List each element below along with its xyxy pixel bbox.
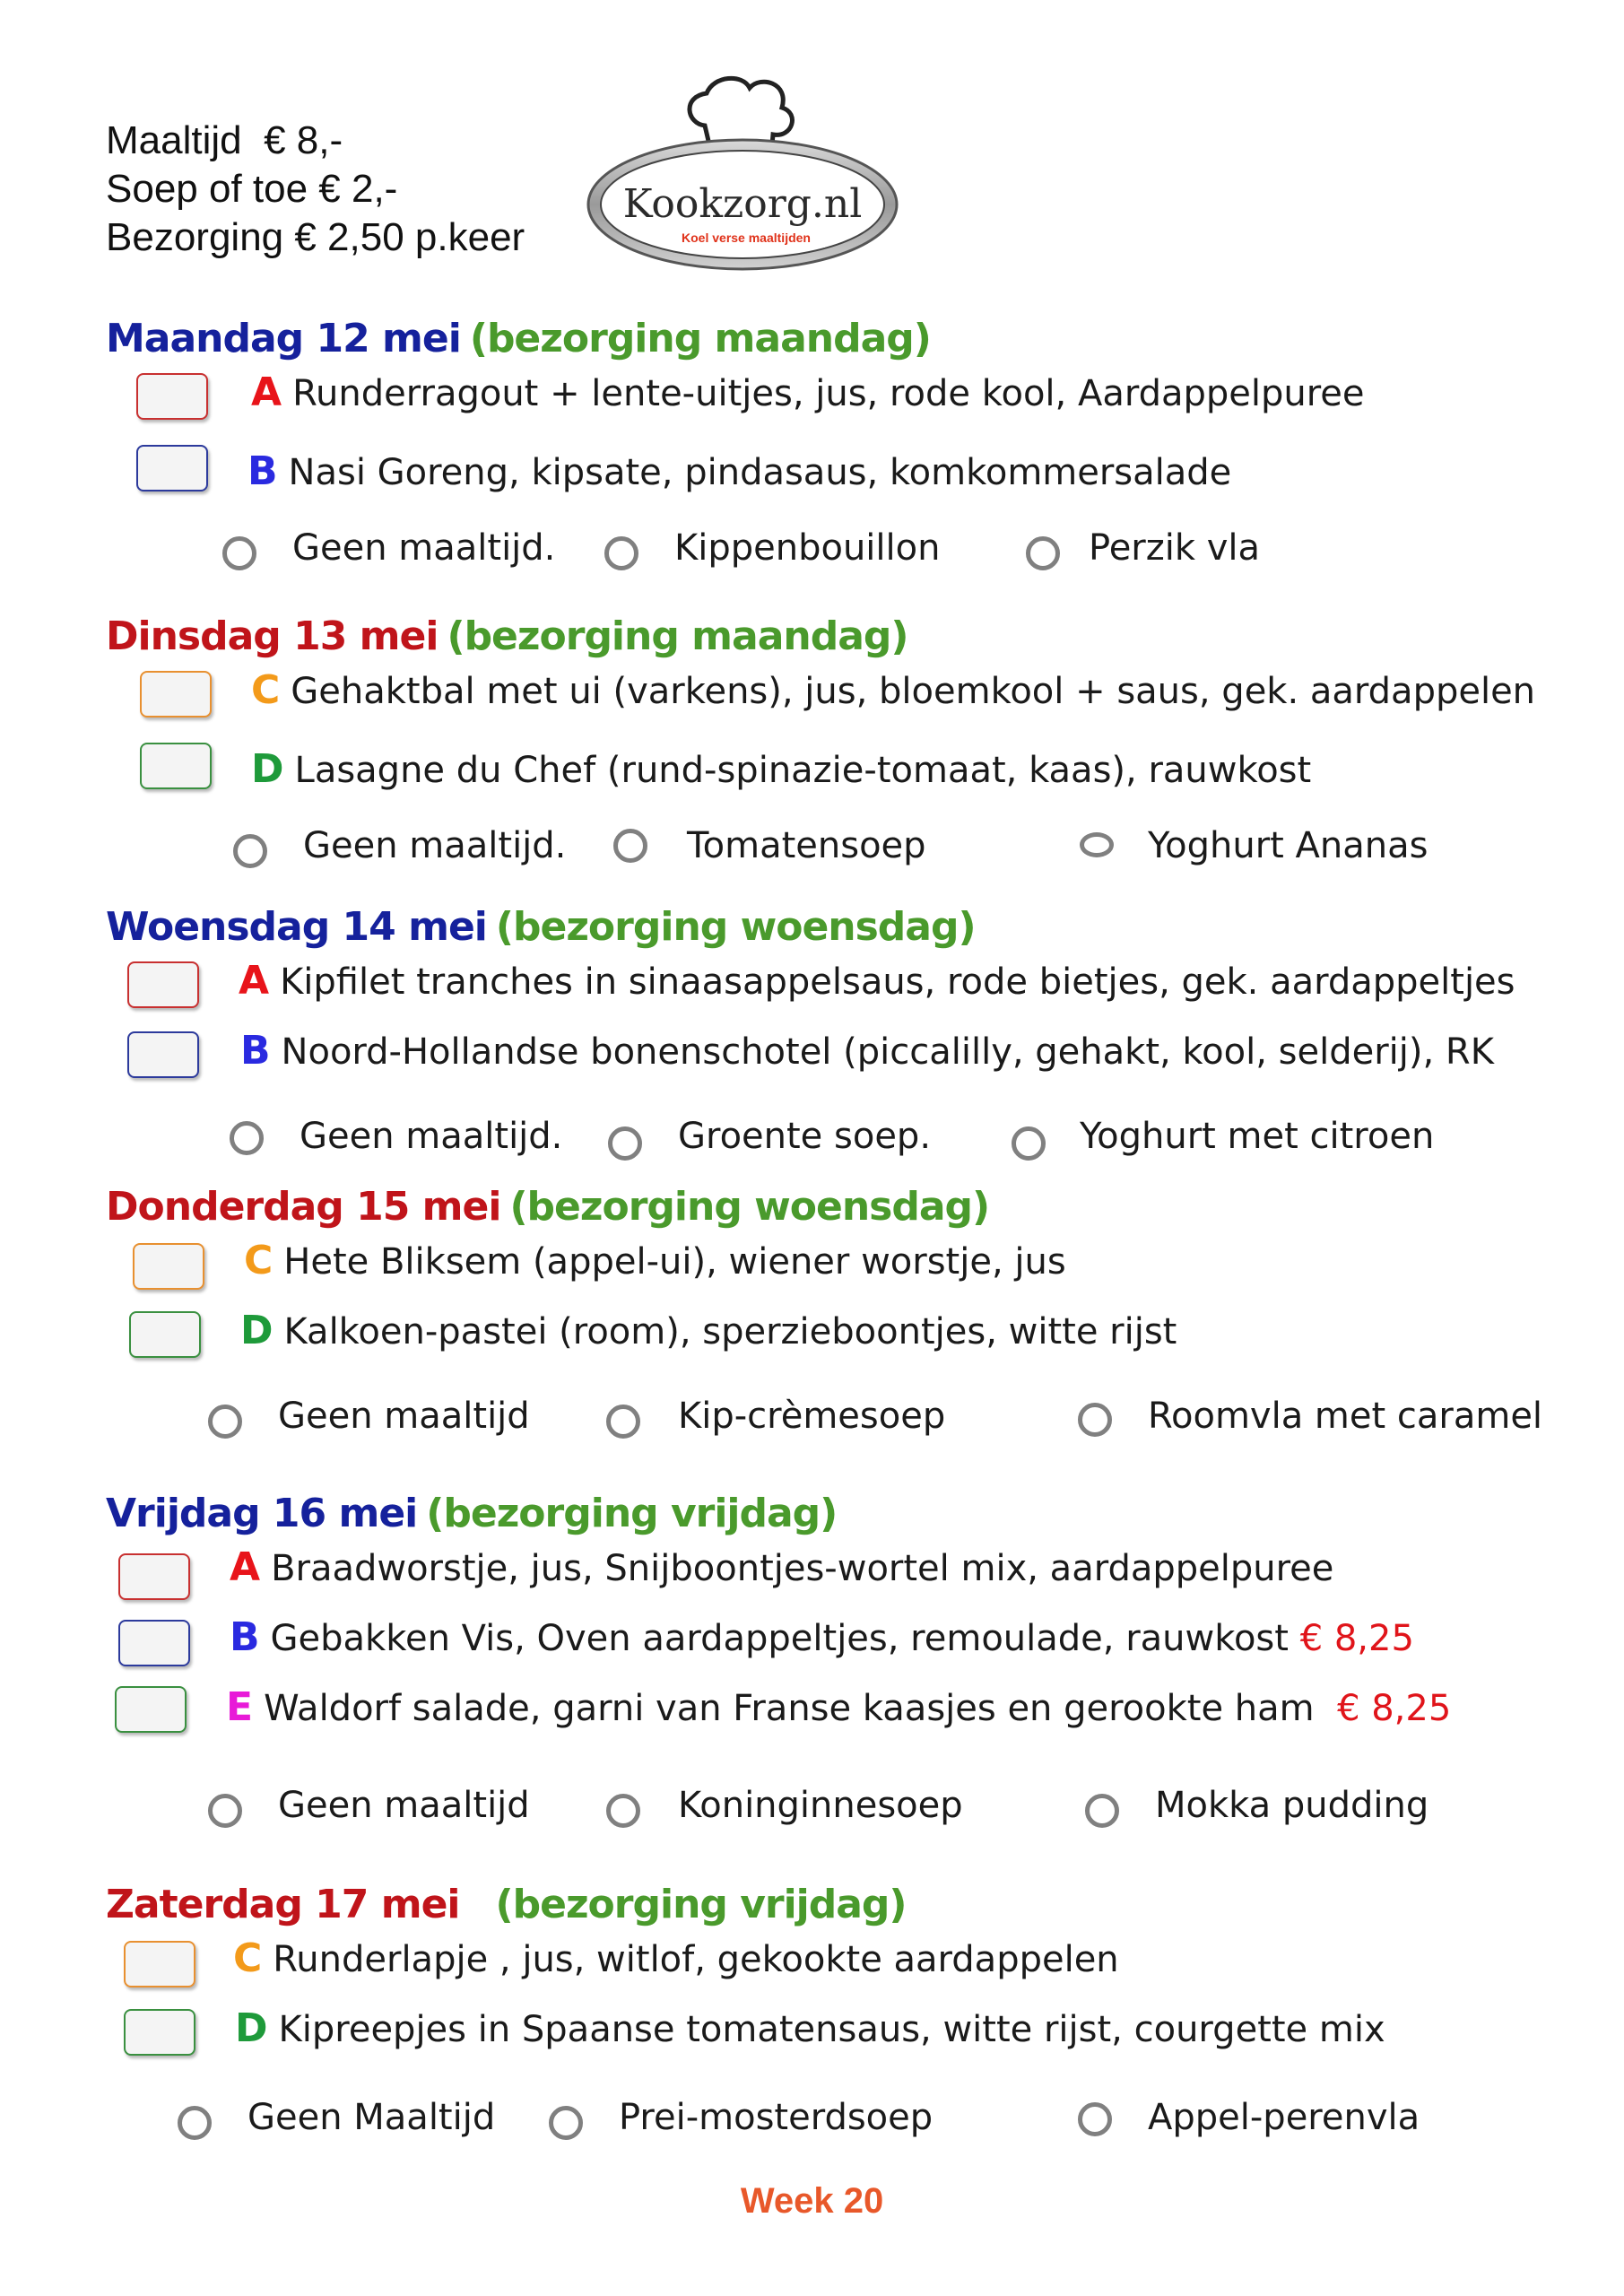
logo-name: Kookzorg.nl [622, 181, 863, 227]
meal-checkbox-c[interactable] [140, 671, 212, 718]
option-no-meal: Geen Maaltijd [248, 2097, 496, 2138]
meal-checkbox-e[interactable] [115, 1686, 187, 1733]
radio-soup[interactable] [549, 2106, 583, 2140]
option-no-meal: Geen maaltijd. [303, 825, 567, 866]
radio-soup[interactable] [604, 536, 638, 570]
option-dessert: Roomvla met caramel [1148, 1396, 1543, 1437]
meal-checkbox-a[interactable] [127, 961, 199, 1008]
meal-letter: C [233, 1935, 263, 1981]
meal-checkbox-d[interactable] [129, 1311, 201, 1358]
option-soup: Kippenbouillon [674, 527, 941, 569]
option-no-meal: Geen maaltijd [278, 1396, 530, 1437]
day-name: Zaterdag 17 mei [106, 1882, 460, 1927]
meal-checkbox-d[interactable] [124, 2009, 195, 2056]
meal-letter: D [251, 746, 284, 792]
meal-text: Hete Bliksem (appel-ui), wiener worstje, jus [283, 1241, 1066, 1283]
option-soup: Groente soep. [678, 1116, 932, 1157]
meal-option-d [235, 2005, 1385, 2051]
radio-no-meal[interactable] [208, 1405, 242, 1439]
day-header-zaterdag [106, 1882, 907, 1927]
day-name: Donderdag 15 mei [106, 1184, 501, 1230]
day-name: Vrijdag 16 mei [106, 1491, 418, 1536]
meal-text: Gehaktbal met ui (varkens), jus, bloemkool + saus, gek. aardappelen [291, 671, 1536, 712]
meal-price: € 8,25 [1299, 1618, 1414, 1659]
option-dessert: Yoghurt met citroen [1080, 1116, 1435, 1157]
radio-dessert[interactable] [1012, 1126, 1046, 1161]
meal-text: Kipreepjes in Spaanse tomatensaus, witte rijst, courgette mix [278, 2009, 1385, 2050]
option-no-meal: Geen maaltijd [278, 1785, 530, 1826]
radio-dessert[interactable] [1078, 2102, 1112, 2136]
meal-text: Braadworstje, jus, Snijboontjes-wortel mix, aardappelpuree [271, 1548, 1334, 1589]
meal-checkbox-a[interactable] [118, 1553, 190, 1600]
meal-checkbox-c[interactable] [124, 1941, 195, 1987]
meal-letter: A [251, 370, 282, 415]
option-no-meal: Geen maaltijd. [292, 527, 556, 569]
option-dessert: Perzik vla [1089, 527, 1261, 569]
meal-checkbox-b[interactable] [118, 1620, 190, 1666]
day-delivery: (bezorging woensdag) [495, 904, 976, 950]
meal-price: € 8,25 [1337, 1688, 1452, 1729]
radio-soup[interactable] [613, 829, 647, 863]
day-header-maandag [106, 316, 931, 361]
meal-text: Noord-Hollandse bonenschotel (piccalilly, gehakt, kool, selderij), RK [281, 1031, 1494, 1073]
day-delivery: (bezorging maandag) [447, 613, 908, 659]
meal-letter: A [230, 1544, 261, 1590]
meal-checkbox-d[interactable] [140, 743, 212, 789]
day-delivery: (bezorging vrijdag) [426, 1491, 838, 1536]
radio-no-meal[interactable] [178, 2106, 212, 2140]
option-soup: Prei-mosterdsoep [619, 2097, 934, 2138]
meal-letter: B [240, 1028, 271, 1074]
day-name: Maandag 12 mei [106, 316, 461, 361]
day-delivery: (bezorging vrijdag) [495, 1882, 907, 1927]
option-soup: Kip-crèmesoep [678, 1396, 946, 1437]
meal-text: Gebakken Vis, Oven aardappeltjes, remoulade, rauwkost [270, 1618, 1289, 1659]
meal-letter: D [235, 2005, 268, 2051]
meal-checkbox-c[interactable] [133, 1243, 204, 1290]
meal-letter: C [251, 667, 281, 713]
meal-checkbox-b[interactable] [136, 445, 208, 491]
radio-soup[interactable] [606, 1794, 640, 1828]
meal-text: Waldorf salade, garni van Franse kaasjes en gerookte ham [264, 1688, 1315, 1729]
meal-option-c [233, 1935, 1119, 1981]
option-soup: Koninginnesoep [678, 1785, 963, 1826]
week-label: Week 20 [740, 2181, 884, 2221]
meal-checkbox-a[interactable] [136, 373, 208, 420]
meal-option-d [240, 1308, 1177, 1353]
kookzorg-logo [581, 70, 904, 276]
meal-letter: C [244, 1238, 274, 1283]
meal-text: Kalkoen-pastei (room), sperzieboontjes, witte rijst [283, 1311, 1177, 1352]
radio-no-meal[interactable] [208, 1794, 242, 1828]
meal-option-a [251, 370, 1365, 415]
meal-letter: A [239, 958, 270, 1004]
meal-letter: B [230, 1614, 260, 1660]
meal-letter: D [240, 1308, 274, 1353]
radio-no-meal[interactable] [222, 536, 256, 570]
option-dessert: Appel-perenvla [1148, 2097, 1420, 2138]
option-dessert: Yoghurt Ananas [1148, 825, 1429, 866]
meal-option-c [244, 1238, 1066, 1283]
day-header-vrijdag [106, 1491, 837, 1536]
price-soup: Soep of toe € 2,- [106, 167, 398, 211]
meal-option-c [251, 667, 1535, 713]
day-delivery: (bezorging maandag) [469, 316, 931, 361]
price-list [106, 117, 525, 262]
day-name: Dinsdag 13 mei [106, 613, 439, 659]
meal-option-b [248, 448, 1231, 494]
day-header-dinsdag [106, 613, 908, 659]
meal-letter: B [248, 448, 278, 494]
option-no-meal: Geen maaltijd. [300, 1116, 563, 1157]
radio-no-meal[interactable] [230, 1121, 264, 1155]
day-header-donderdag [106, 1184, 989, 1230]
meal-text: Nasi Goreng, kipsate, pindasaus, komkommersalade [288, 452, 1232, 493]
radio-dessert[interactable] [1026, 536, 1060, 570]
radio-dessert[interactable] [1078, 1403, 1112, 1437]
meal-option-b [240, 1028, 1494, 1074]
logo-tagline: Koel verse maaltijden [682, 230, 811, 245]
meal-text: Runderragout + lente-uitjes, jus, rode kool, Aardappelpuree [292, 373, 1365, 414]
meal-option-a [230, 1544, 1333, 1590]
radio-dessert[interactable] [1085, 1794, 1119, 1828]
meal-text: Runderlapje , jus, witlof, gekookte aardappelen [273, 1939, 1119, 1980]
radio-dessert[interactable] [1080, 832, 1114, 857]
meal-option-d [251, 746, 1311, 792]
meal-checkbox-b[interactable] [127, 1031, 199, 1078]
meal-option-b [230, 1614, 1414, 1660]
meal-text: Lasagne du Chef (rund-spinazie-tomaat, kaas), rauwkost [294, 750, 1312, 791]
price-delivery: Bezorging € 2,50 p.keer [106, 215, 525, 259]
radio-no-meal[interactable] [233, 834, 267, 868]
meal-letter: E [226, 1684, 254, 1730]
price-meal: Maaltijd € 8,- [106, 118, 343, 162]
meal-option-e [226, 1684, 1451, 1730]
option-dessert: Mokka pudding [1155, 1785, 1429, 1826]
day-name: Woensdag 14 mei [106, 904, 487, 950]
meal-option-a [239, 958, 1515, 1004]
day-delivery: (bezorging woensdag) [509, 1184, 990, 1230]
option-soup: Tomatensoep [687, 825, 926, 866]
day-header-woensdag [106, 904, 976, 950]
meal-text: Kipfilet tranches in sinaasappelsaus, rode bietjes, gek. aardappeltjes [280, 961, 1515, 1003]
radio-soup[interactable] [606, 1405, 640, 1439]
radio-soup[interactable] [608, 1126, 642, 1161]
